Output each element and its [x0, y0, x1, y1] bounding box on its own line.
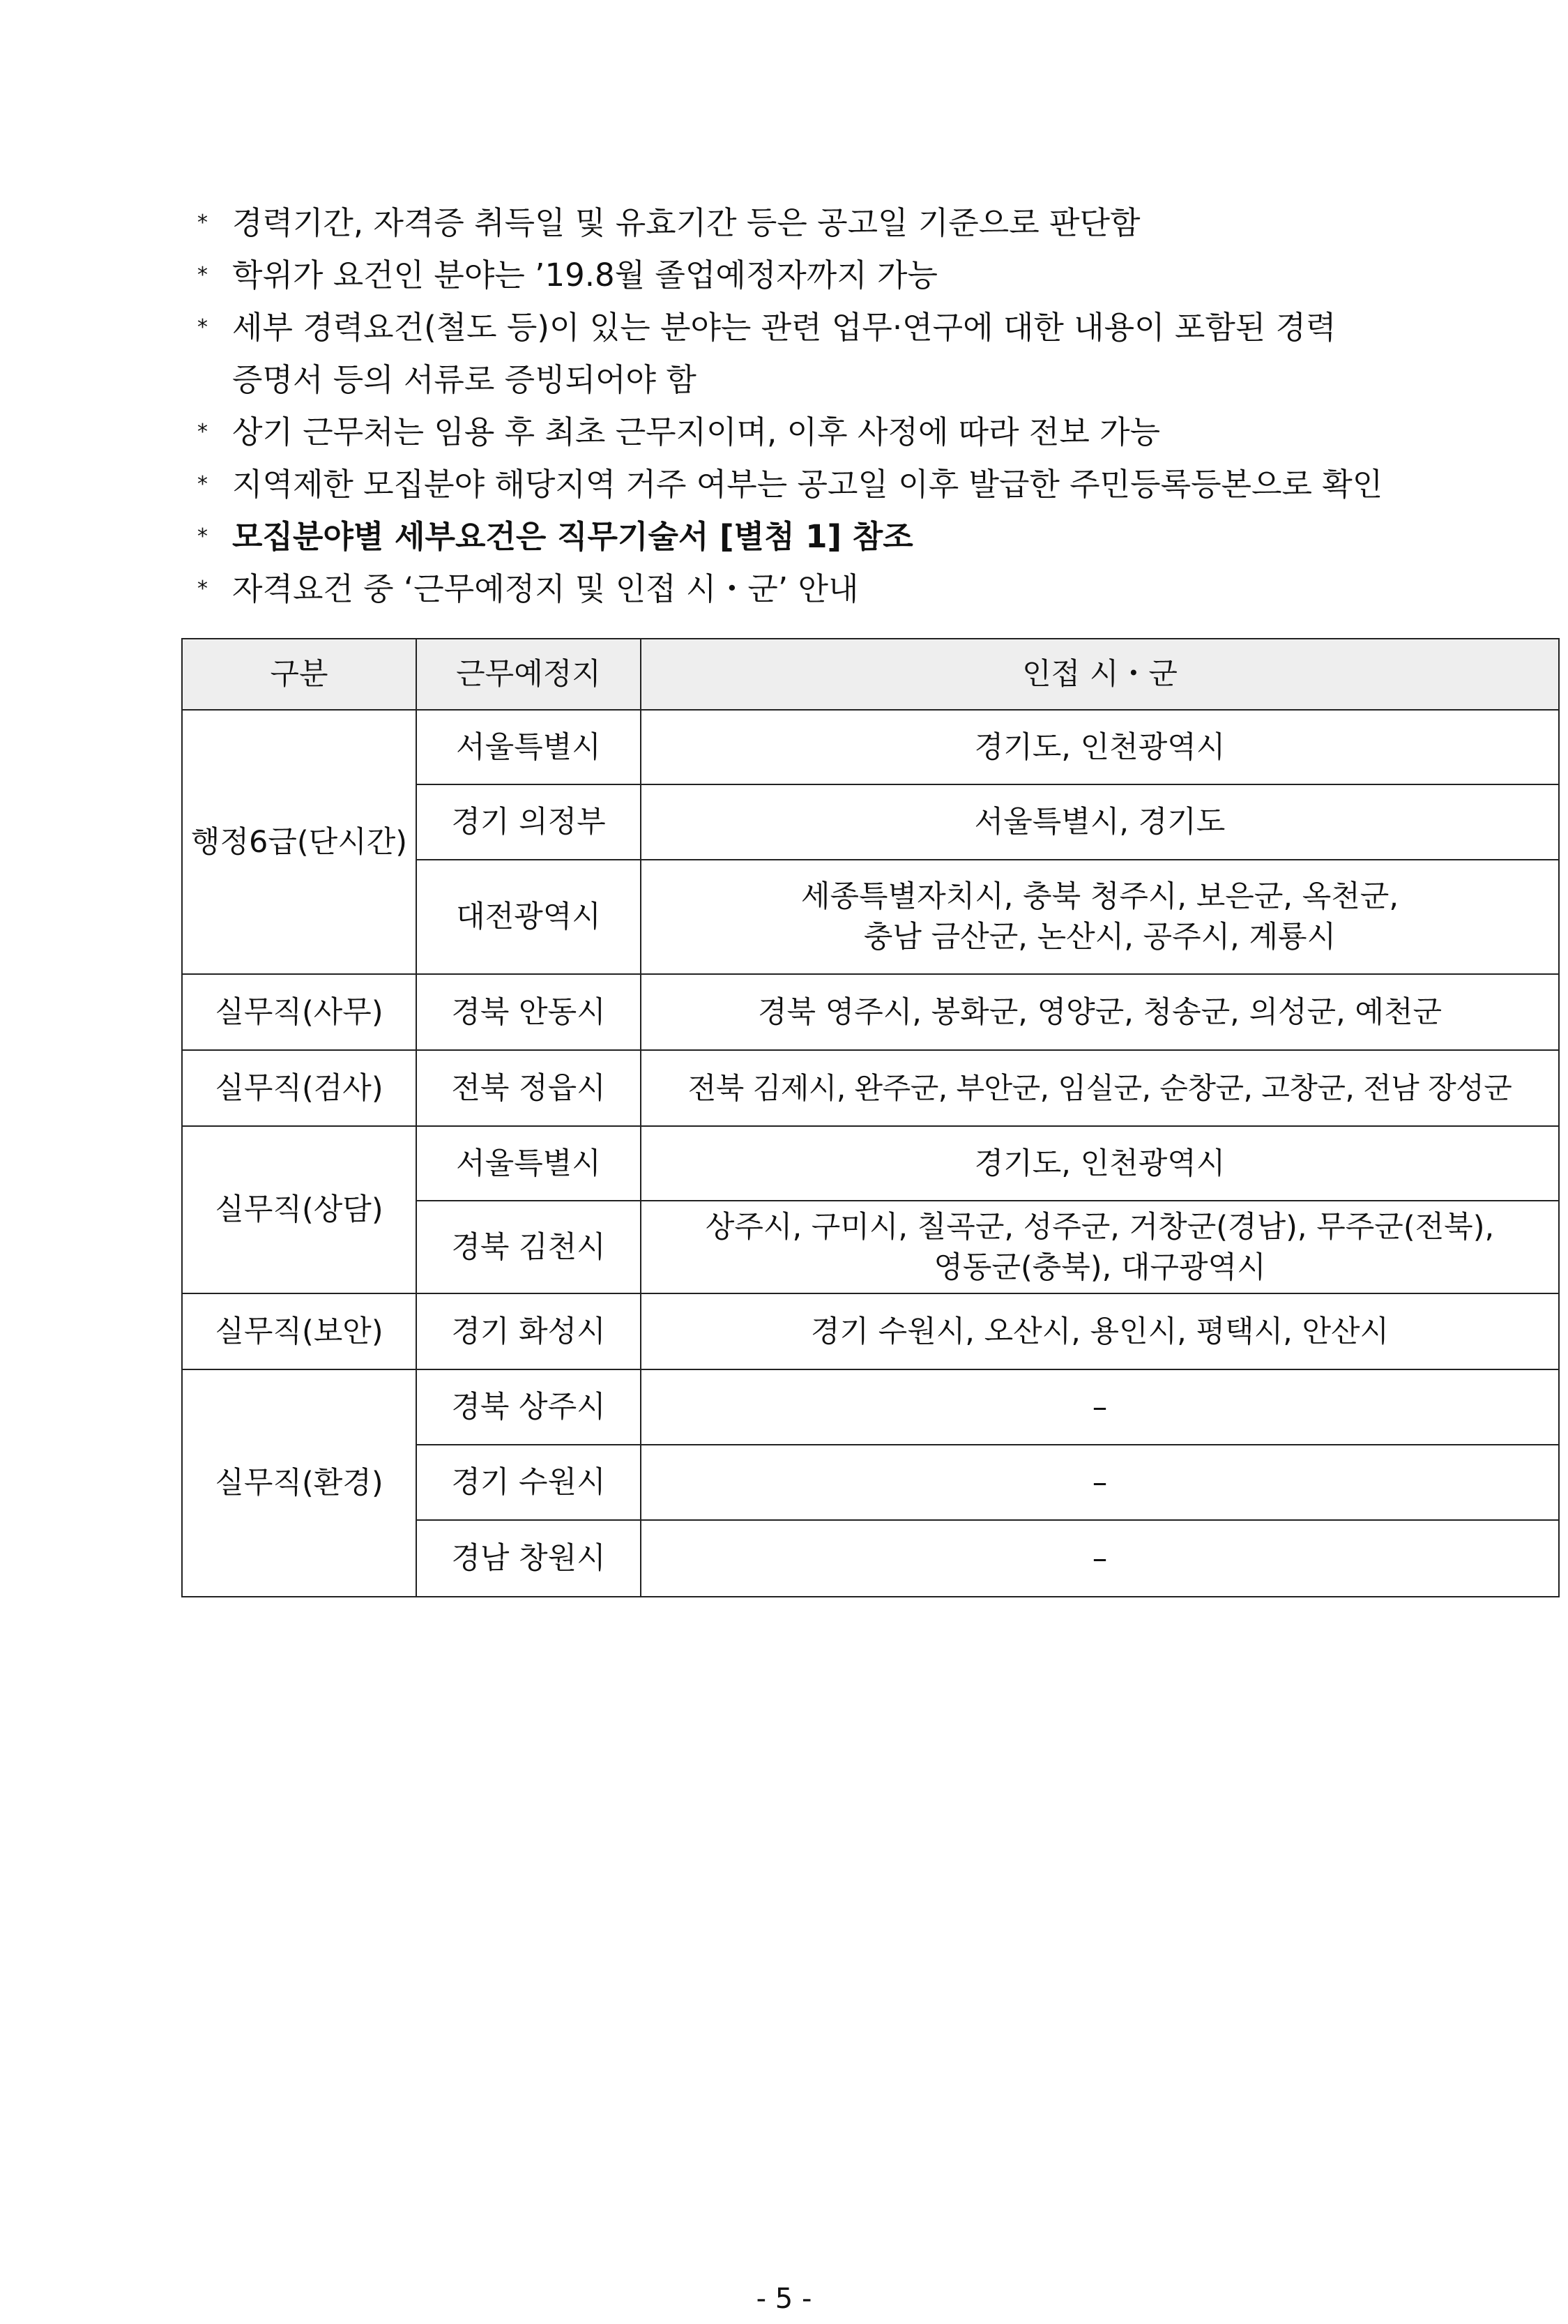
adjacent-cell	[641, 1201, 1559, 1293]
category-cell: 실무직(환경)	[182, 1369, 416, 1597]
page-number: - 5 -	[756, 2283, 812, 2315]
note-text: 자격요건 중 ‘근무예정지 및 인접 시・군’ 안내	[232, 570, 859, 607]
location-cell: 대전광역시	[416, 860, 641, 974]
note-text: 지역제한 모집분야 해당지역 거주 여부는 공고일 이후 발급한 주민등록등본으로 확인	[232, 466, 1383, 503]
asterisk-icon	[197, 249, 208, 301]
note-text: 상기 근무처는 임용 후 최초 근무지이며, 이후 사정에 따라 전보 가능	[232, 413, 1161, 450]
table-row	[182, 974, 1559, 1050]
note-item	[197, 301, 1564, 354]
table-row	[182, 1126, 1559, 1201]
note-text: 모집분야별 세부요건은 직무기술서 [별첨 1] 참조	[232, 518, 913, 555]
location-cell: 경북 상주시	[416, 1369, 641, 1445]
notes-list	[197, 197, 1564, 615]
adjacent-line: 충남 금산군, 논산시, 공주시, 계룡시	[863, 920, 1337, 955]
adjacent-line: 영동군(충북), 대구광역시	[934, 1250, 1266, 1285]
note-text: 증명서 등의 서류로 증빙되어야 함	[232, 361, 697, 398]
category-cell: 실무직(보안)	[182, 1293, 416, 1369]
category-cell: 실무직(검사)	[182, 1050, 416, 1126]
asterisk-icon	[197, 458, 208, 510]
asterisk-icon	[197, 510, 208, 563]
location-cell: 경북 김천시	[416, 1201, 641, 1293]
note-text: 세부 경력요건(철도 등)이 있는 분야는 관련 업무·연구에 대한 내용이 포함된 경력	[232, 309, 1337, 346]
adjacent-cell	[641, 860, 1559, 974]
note-text: 학위가 요건인 분야는 ’19.8월 졸업예정자까지 가능	[232, 257, 938, 294]
adjacent-line: 세종특별자치시, 충북 청주시, 보은군, 옥천군,	[800, 879, 1399, 914]
table-row	[182, 710, 1559, 784]
table-header-row	[182, 639, 1559, 710]
note-text: 경력기간, 자격증 취득일 및 유효기간 등은 공고일 기준으로 판단함	[232, 204, 1141, 241]
note-item	[197, 510, 1564, 563]
location-cell: 경기 수원시	[416, 1445, 641, 1520]
location-cell: 경북 안동시	[416, 974, 641, 1050]
location-cell: 경남 창원시	[416, 1520, 641, 1597]
adjacent-cell: 경기도, 인천광역시	[641, 710, 1559, 784]
category-cell: 실무직(사무)	[182, 974, 416, 1050]
adjacent-cell: 서울특별시, 경기도	[641, 784, 1559, 860]
table-row	[182, 1369, 1559, 1445]
note-item	[197, 197, 1564, 249]
location-cell: 서울특별시	[416, 1126, 641, 1201]
adjacent-cell: 경기도, 인천광역시	[641, 1126, 1559, 1201]
note-item	[197, 458, 1564, 510]
adjacent-cell: 경기 수원시, 오산시, 용인시, 평택시, 안산시	[641, 1293, 1559, 1369]
header-location: 근무예정지	[416, 639, 641, 710]
adjacent-cell: –	[641, 1369, 1559, 1445]
note-item	[197, 563, 1564, 615]
adjacent-cell: 전북 김제시, 완주군, 부안군, 임실군, 순창군, 고창군, 전남 장성군	[641, 1050, 1559, 1126]
table-row	[182, 1293, 1559, 1369]
adjacent-cell: 경북 영주시, 봉화군, 영양군, 청송군, 의성군, 예천군	[641, 974, 1559, 1050]
adjacent-cell: –	[641, 1445, 1559, 1520]
category-cell: 행정6급(단시간)	[182, 710, 416, 974]
table-row	[182, 1050, 1559, 1126]
region-table	[181, 638, 1560, 1597]
adjacent-line: 상주시, 구미시, 칠곡군, 성주군, 거창군(경남), 무주군(전북),	[705, 1209, 1495, 1245]
location-cell: 서울특별시	[416, 710, 641, 784]
asterisk-icon	[197, 301, 208, 354]
asterisk-icon	[197, 406, 208, 458]
asterisk-icon	[197, 563, 208, 615]
note-item	[197, 406, 1564, 458]
category-cell: 실무직(상담)	[182, 1126, 416, 1293]
adjacent-cell: –	[641, 1520, 1559, 1597]
note-item	[197, 249, 1564, 301]
location-cell: 경기 화성시	[416, 1293, 641, 1369]
location-cell: 경기 의정부	[416, 784, 641, 860]
header-category: 구분	[182, 639, 416, 710]
location-cell: 전북 정읍시	[416, 1050, 641, 1126]
note-continuation	[197, 354, 1564, 406]
asterisk-icon	[197, 197, 208, 249]
header-adjacent: 인접 시・군	[641, 639, 1559, 710]
